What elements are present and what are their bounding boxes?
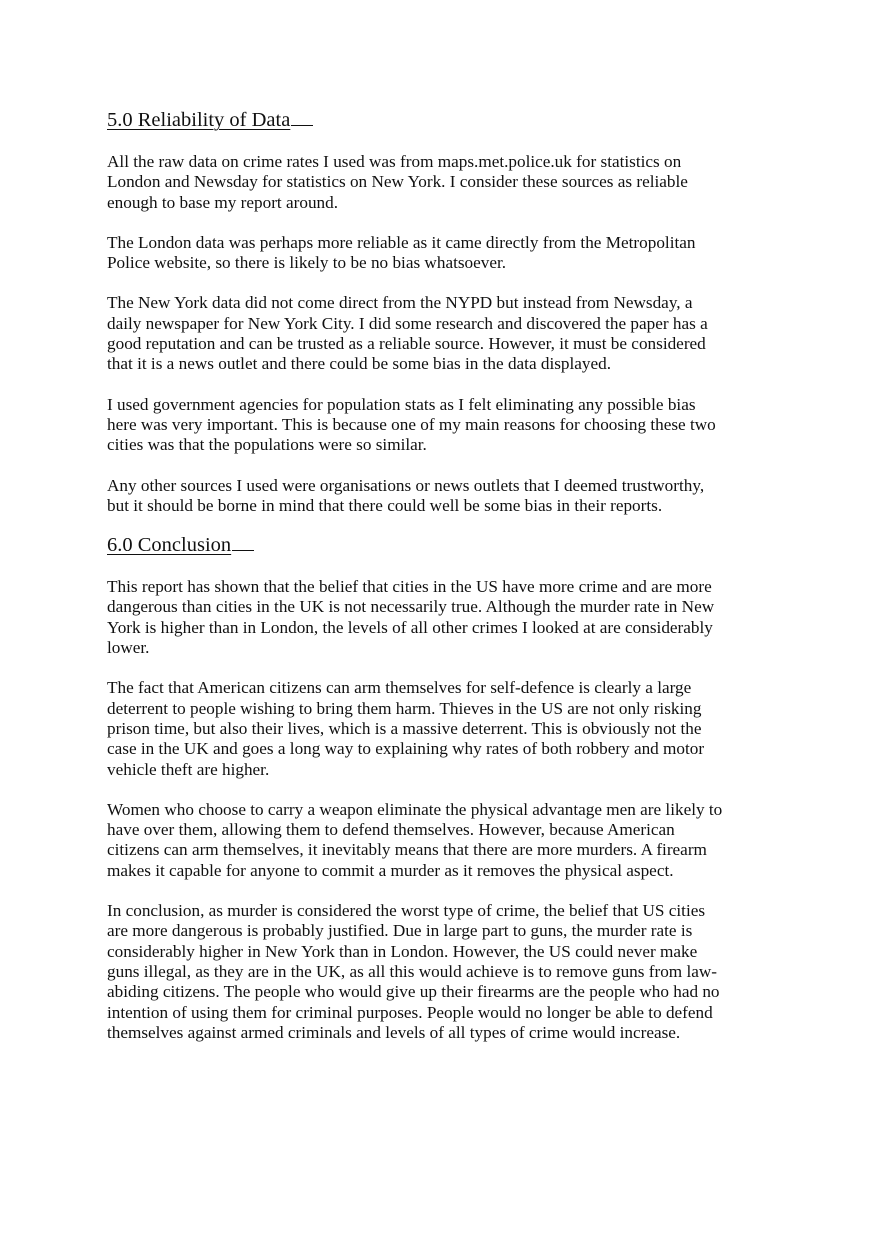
- paragraph: The fact that American citizens can arm themselves for self-defence is clearly a large deterrent to people wishing to bring them harm. Thieves in the US are not only risking prison time, but also their lives, which is a massive deterrent. This is obviously not the case in the UK and goes a long way to explaining why rates of both robbery and motor vehicle theft are higher.: [107, 678, 705, 779]
- heading-underline-tail: [232, 532, 254, 551]
- paragraph: The London data was perhaps more reliable as it came directly from the Metropolitan Police website, so there is likely to be no bias whatsoever.: [107, 232, 696, 273]
- paragraph: I used government agencies for population stats as I felt eliminating any possible bias here was very important. This is because one of my main reasons for choosing these two cities was that the populations were so similar.: [107, 394, 716, 455]
- paragraph: In conclusion, as murder is considered the worst type of crime, the belief that US cities are more dangerous is probably justified. Due in large part to guns, the murder rate is considerably higher in New York than in London. However, the US could never make guns illegal, as they are in the UK, as all this would achieve is to remove guns from law-abiding citizens. The people who would give up their firearms are the people who had no intention of using them for criminal purposes. People would no longer be able to defend themselves against armed criminals and levels of all types of crime would increase.: [107, 901, 720, 1042]
- paragraph: Women who choose to carry a weapon eliminate the physical advantage men are likely to have over them, allowing them to defend themselves. However, because American citizens can arm themselves, it inevitably means that there are more murders. A firearm makes it capable for anyone to commit a murder as it removes the physical aspect.: [107, 799, 723, 880]
- paragraph: All the raw data on crime rates I used was from maps.met.police.uk for statistics on London and Newsday for statistics on New York. I consider these sources as reliable enough to base my report around.: [107, 152, 688, 212]
- heading-underline-tail: [291, 107, 313, 126]
- section-reliability-of-data: [107, 106, 727, 516]
- section-conclusion: [107, 531, 727, 1043]
- section-heading-text: 6.0 Conclusion: [107, 534, 232, 557]
- section-heading-text: 5.0 Reliability of Data: [107, 109, 291, 131]
- paragraph: This report has shown that the belief that cities in the US have more crime and are more dangerous than cities in the UK is not necessarily true. Although the murder rate in New York is higher than in London, the levels of all other crimes I looked at are considerably lower.: [107, 577, 715, 658]
- paragraph: Any other sources I used were organisations or news outlets that I deemed trustworthy, but it should be borne in mind that there could well be some bias in their reports.: [107, 475, 705, 515]
- paragraph: The New York data did not come direct from the NYPD but instead from Newsday, a daily newspaper for New York City. I did some research and discovered the paper has a good reputation and can be trusted as a reliable source. However, it must be considered that it is a news outlet and there could be some bias in the data displayed.: [107, 293, 708, 374]
- section-heading: [107, 106, 727, 134]
- section-heading: [107, 531, 727, 559]
- document-page: [107, 106, 727, 1063]
